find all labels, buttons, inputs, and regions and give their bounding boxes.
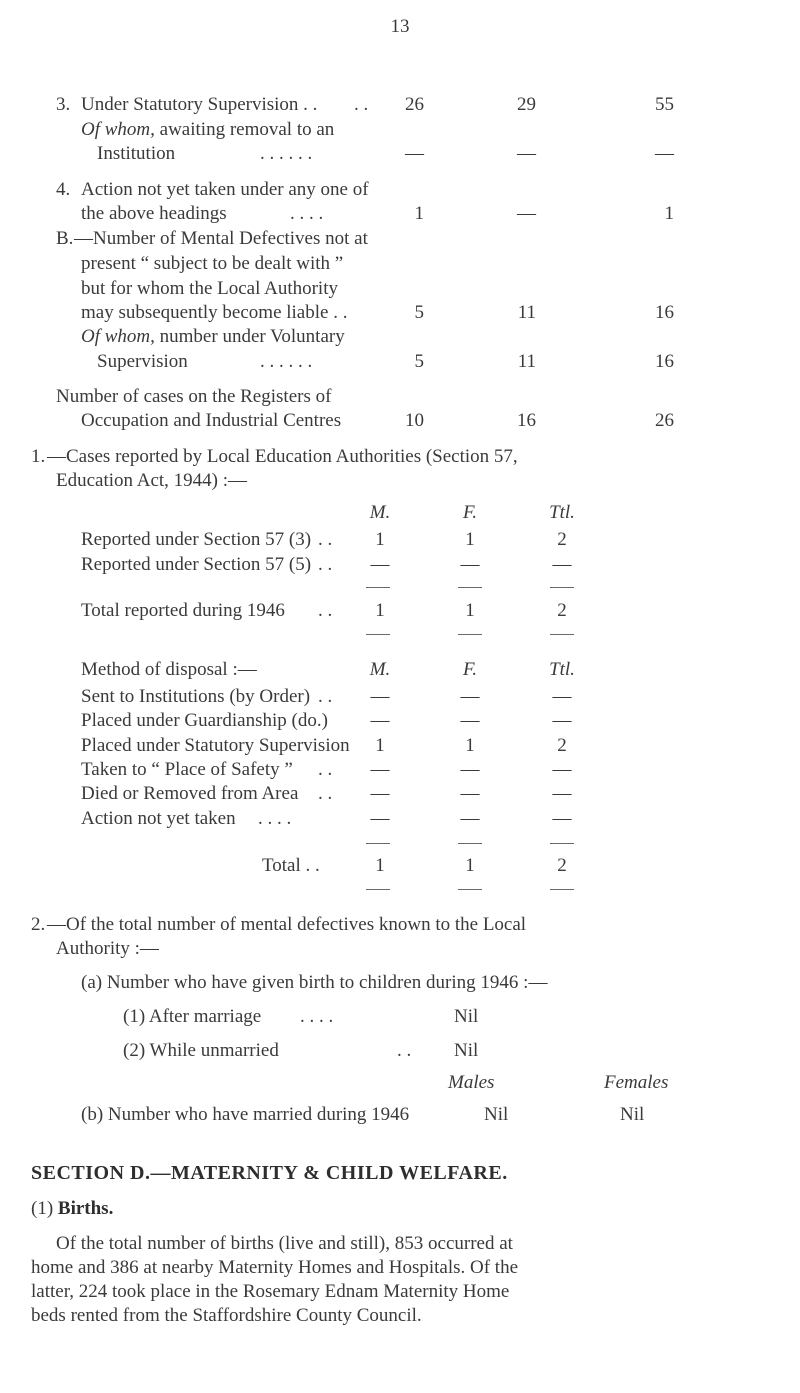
part-2-b-text: (b) Number who have married during 1946 <box>81 1104 410 1125</box>
registers-females: 16 <box>517 410 536 431</box>
part-1-row-2-females: — <box>460 554 480 575</box>
part-2-number: 2. <box>31 914 46 935</box>
part-1-row-1-males: 1 <box>375 529 385 550</box>
part-2-a-text: (a) Number who have given birth to children during 1946 :— <box>81 972 548 993</box>
part-2-a1-label: (1) After marriage <box>123 1006 262 1027</box>
part-1-row-1-total: 2 <box>557 529 567 550</box>
item-3-females: 29 <box>517 94 536 115</box>
part-1-line1: —Cases reported by Local Education Authorities (Section 57, <box>47 446 518 467</box>
item-b-total: 16 <box>655 302 674 323</box>
disposal-row-3-total: 2 <box>557 735 567 756</box>
part-1-rule-males-bottom <box>366 634 390 635</box>
part-1-row-2-dots: . . <box>318 554 333 575</box>
disposal-row-6-females: — <box>460 808 480 829</box>
item-3-sub-line2: Institution <box>97 143 176 164</box>
part-1-rule-females-bottom <box>458 634 482 635</box>
disposal-row-4-label: Taken to “ Place of Safety ” <box>81 759 293 780</box>
item-3-dots: . . <box>354 94 369 115</box>
disposal-row-6-males: — <box>370 808 390 829</box>
part-1-row-1-females: 1 <box>465 529 475 550</box>
part-1-number: 1. <box>31 446 46 467</box>
disposal-row-2-label: Placed under Guardianship (do.) <box>81 710 328 731</box>
births-number: (1) <box>31 1198 54 1219</box>
disposal-rule-total-bottom <box>550 889 574 890</box>
item-3-label: Under Statutory Supervision . . <box>81 94 318 115</box>
item-b-line4: may subsequently become liable . . <box>81 302 348 323</box>
births-heading <box>31 1198 113 1220</box>
disposal-row-1-total: — <box>552 686 572 707</box>
part-1-header-females: F. <box>463 502 477 523</box>
item-b-sub-line2: Supervision <box>97 351 188 372</box>
disposal-header-males: M. <box>369 659 391 680</box>
disposal-row-5-dots: . . <box>318 783 333 804</box>
disposal-rule-females-bottom <box>458 889 482 890</box>
item-4-line2: the above headings <box>81 203 227 224</box>
item-b-line1: —Number of Mental Defectives not at <box>74 228 368 249</box>
part-2-a1-dots: . . . . <box>300 1006 334 1027</box>
item-3-sub-italic: Of whom, <box>81 119 155 140</box>
item-4-dots: . . . . <box>290 203 324 224</box>
disposal-row-4-total: — <box>552 759 572 780</box>
part-1-row-2-total: — <box>552 554 572 575</box>
item-b-sub-rest: number under Voluntary <box>159 326 345 347</box>
disposal-row-6-dots: . . . . <box>258 808 292 829</box>
item-3-sub-dots: . . . . . . <box>260 143 313 164</box>
item-3-total: 55 <box>655 94 674 115</box>
disposal-row-2-males: — <box>370 710 390 731</box>
part-2-b-females: Nil <box>620 1104 645 1125</box>
disposal-row-3-males: 1 <box>375 735 385 756</box>
item-b-sub-females: 11 <box>517 351 536 372</box>
part-2-a2-value: Nil <box>454 1040 479 1061</box>
section-d-title: SECTION D.—MATERNITY & CHILD WELFARE. <box>31 1162 508 1184</box>
item-b-line3: but for whom the Local Authority <box>81 278 338 299</box>
disposal-row-1-males: — <box>370 686 390 707</box>
item-3-sub-males: — <box>405 143 424 164</box>
births-title: Births. <box>57 1198 114 1219</box>
part-1-rule-males-top <box>366 587 390 588</box>
item-3-sub-line1 <box>81 119 334 141</box>
item-4-females: — <box>517 203 536 224</box>
part-1-row-1-dots: . . <box>318 529 333 550</box>
item-4-line1: Action not yet taken under any one of <box>81 179 369 200</box>
item-4-total: 1 <box>664 203 674 224</box>
births-para-line-4: beds rented from the Staffordshire County Council. <box>31 1305 422 1326</box>
item-4-number: 4. <box>56 179 71 200</box>
registers-line2: Occupation and Industrial Centres <box>81 410 342 431</box>
disposal-heading: Method of disposal :— <box>81 659 257 680</box>
part-1-total-males: 1 <box>375 600 385 621</box>
births-para-line-1: Of the total number of births (live and still), 853 occurred at <box>56 1233 513 1254</box>
item-3-sub-rest: awaiting removal to an <box>159 119 335 140</box>
part-1-row-2-label: Reported under Section 57 (5) <box>81 554 312 575</box>
part-2-line2: Authority :— <box>56 938 159 959</box>
disposal-row-3-females: 1 <box>465 735 475 756</box>
disposal-row-1-label: Sent to Institutions (by Order) <box>81 686 311 707</box>
disposal-rule-females-top <box>458 843 482 844</box>
disposal-total-males: 1 <box>375 855 385 876</box>
disposal-header-females: F. <box>463 659 477 680</box>
part-1-line2: Education Act, 1944) :— <box>56 470 248 491</box>
part-2-line1: —Of the total number of mental defectives known to the Local <box>47 914 527 935</box>
item-b-line2: present “ subject to be dealt with ” <box>81 253 344 274</box>
disposal-row-4-dots: . . <box>318 759 333 780</box>
births-para-line-2: home and 386 at nearby Maternity Homes and Hospitals. Of the <box>31 1257 519 1278</box>
disposal-row-1-dots: . . <box>318 686 333 707</box>
disposal-total-females: 1 <box>465 855 475 876</box>
item-b-number: B. <box>56 228 74 249</box>
disposal-row-4-males: — <box>370 759 390 780</box>
disposal-row-2-total: — <box>552 710 572 731</box>
part-1-rule-total-bottom <box>550 634 574 635</box>
registers-total: 26 <box>655 410 674 431</box>
part-1-header-total: Ttl. <box>549 502 575 523</box>
disposal-row-2-females: — <box>460 710 480 731</box>
item-b-males: 5 <box>414 302 424 323</box>
disposal-row-5-females: — <box>460 783 480 804</box>
part-2-a1-value: Nil <box>454 1006 479 1027</box>
item-b-females: 11 <box>517 302 536 323</box>
part-1-total-dots: . . <box>318 600 333 621</box>
part-2-col-females: Females <box>604 1072 669 1093</box>
item-3-number: 3. <box>56 94 71 115</box>
registers-line1: Number of cases on the Registers of <box>56 386 332 407</box>
disposal-row-4-females: — <box>460 759 480 780</box>
item-b-sub-italic: Of whom, <box>81 326 155 347</box>
disposal-total-label: Total . . <box>262 855 320 876</box>
disposal-rule-males-bottom <box>366 889 390 890</box>
part-1-header-males: M. <box>369 502 391 523</box>
disposal-row-5-total: — <box>552 783 572 804</box>
births-para-line-3: latter, 224 took place in the Rosemary Ednam Maternity Home <box>31 1281 510 1302</box>
registers-males: 10 <box>405 410 424 431</box>
part-2-col-males: Males <box>448 1072 495 1093</box>
disposal-header-total: Ttl. <box>549 659 575 680</box>
disposal-rule-total-top <box>550 843 574 844</box>
part-2-b-males: Nil <box>484 1104 509 1125</box>
disposal-row-3-label: Placed under Statutory Supervision <box>81 735 350 756</box>
disposal-row-5-males: — <box>370 783 390 804</box>
disposal-row-1-females: — <box>460 686 480 707</box>
item-4-males: 1 <box>414 203 424 224</box>
part-1-total-total: 2 <box>557 600 567 621</box>
part-1-total-females: 1 <box>465 600 475 621</box>
part-1-row-2-males: — <box>370 554 390 575</box>
item-b-sub-dots: . . . . . . <box>260 351 313 372</box>
page-number: 13 <box>390 16 410 37</box>
part-1-row-1-label: Reported under Section 57 (3) <box>81 529 312 550</box>
item-b-sub-total: 16 <box>655 351 674 372</box>
disposal-rule-males-top <box>366 843 390 844</box>
item-3-males: 26 <box>405 94 424 115</box>
part-2-a2-label: (2) While unmarried <box>123 1040 279 1061</box>
disposal-row-6-label: Action not yet taken <box>81 808 236 829</box>
disposal-total-total: 2 <box>557 855 567 876</box>
item-b-sub-males: 5 <box>414 351 424 372</box>
disposal-row-6-total: — <box>552 808 572 829</box>
part-2-a2-dots: . . <box>397 1040 412 1061</box>
part-1-rule-females-top <box>458 587 482 588</box>
part-1-total-label: Total reported during 1946 <box>81 600 285 621</box>
item-b-sub-line1 <box>81 326 345 348</box>
part-1-rule-total-top <box>550 587 574 588</box>
disposal-row-5-label: Died or Removed from Area <box>81 783 299 804</box>
item-3-sub-females: — <box>517 143 536 164</box>
item-3-sub-total: — <box>655 143 674 164</box>
